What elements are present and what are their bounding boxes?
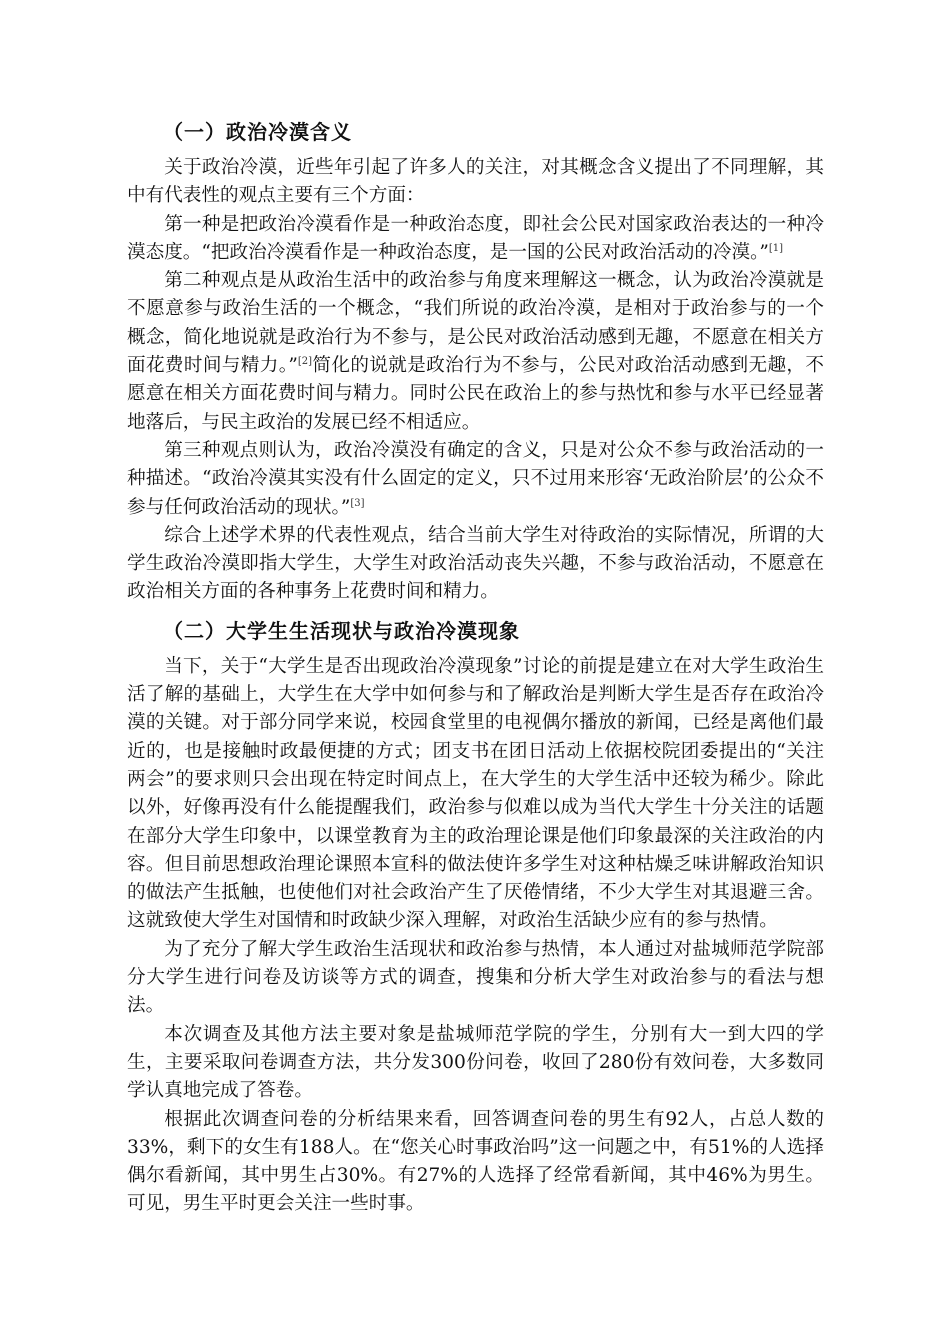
paragraph-text: 本次调查及其他方法主要对象是盐城师范学院的学生，分别有大一到大四的学生，主要采取问卷调查方法，共分发300份问卷，收回了280份有效问卷，大多数同学认真地完成了答卷。 [127, 1023, 824, 1102]
paragraph-text: 综合上述学术界的代表性观点，结合当前大学生对待政治的实际情况，所谓的大学生政治冷漠即指大学生，大学生对政治活动丧失兴趣，不参与政治活动，不愿意在政治相关方面的各种事务上花费时间和精力。 [127, 524, 824, 603]
paragraph [127, 437, 824, 522]
paragraph [127, 211, 824, 268]
paragraph-text: 第二种观点是从政治生活中的政治参与角度来理解这一概念，认为政治冷漠就是不愿意参与政治生活的一个概念，“我们所说的政治冷漠，是相对于政治参与的一个概念，简化地说就是政治行为不参与，是公民对政治活动感到无趣，不愿意在相关方面花费时间与精力。” [127, 270, 824, 377]
paragraph-text: 关于政治冷漠，近些年引起了许多人的关注，对其概念含义提出了不同理解，其中有代表性的观点主要有三个方面： [127, 157, 824, 207]
paragraph-text: 根据此次调查问卷的分析结果来看，回答调查问卷的男生有92人，占总人数的33%，剩下的女生有188人。在“您关心时事政治吗”这一问题之中，有51%的人选择偶尔看新闻，其中男生占30%。有27%的人选择了经常看新闻，其中46%为男生。可见，男生平时更会关注一些时事。 [127, 1108, 824, 1215]
paragraph-text: 为了充分了解大学生政治生活现状和政治参与热情，本人通过对盐城师范学院部分大学生进行问卷及访谈等方式的调查，搜集和分析大学生对政治参与的看法与想法。 [127, 938, 824, 1017]
paragraph-text-continued: 简化的说就是政治行为不参与，公民对政治活动感到无趣，不愿意在相关方面花费时间与精力。同时公民在政治上的参与热忱和参与水平已经显著地落后，与民主政治的发展已经不相适应。 [127, 355, 824, 433]
citation-marker: [3] [350, 497, 365, 509]
paragraph [127, 936, 824, 1021]
paragraph [127, 267, 824, 437]
paragraph-text: 第三种观点则认为，政治冷漠没有确定的含义，只是对公众不参与政治活动的一种描述。“政治冷漠其实没有什么固定的定义，只不过用来形容‘无政治阶层’的公众不参与任何政治活动的现状。” [127, 439, 824, 518]
paragraph-text: 当下，关于“大学生是否出现政治冷漠现象”讨论的前提是建立在对大学生政治生活了解的基础上，大学生在大学中如何参与和了解政治是判断大学生是否存在政治冷漠的关键。对于部分同学来说，校园食堂里的电视偶尔播放的新闻，已经是离他们最近的，也是接触时政最便捷的方式；团支书在团日活动上依据校院团委提出的“关注两会”的要求则只会出现在特定时间点上，在大学生的大学生活中还较为稀少。除此以外，好像再没有什么能提醒我们，政治参与似难以成为当代大学生十分关注的话题在部分大学生印象中，以课堂教育为主的政治理论课是他们印象最深的关注政治的内容。但目前思想政治理论课照本宣科的做法使许多学生对这种枯燥乏味讲解政治知识的做法产生抵触，也使他们对社会政治产生了厌倦情绪，不少大学生对其退避三舍。这就致使大学生对国情和时政缺少深入理解，对政治生活缺少应有的参与热情。 [127, 655, 824, 932]
paragraph [127, 1106, 824, 1219]
paragraph [127, 522, 824, 607]
citation-marker: [1] [768, 242, 784, 254]
paragraph [127, 154, 824, 211]
section-heading-student-life: （二）大学生生活现状与政治冷漠现象 [163, 618, 520, 643]
document-page [127, 118, 824, 1219]
paragraph-text: 第一种是把政治冷漠看作是一种政治态度，即社会公民对国家政治表达的一种冷漠态度。“把政治冷漠看作是一种政治态度，是一国的公民对政治活动的冷漠。” [127, 213, 824, 263]
citation-marker: [2] [297, 355, 313, 367]
section-heading-political-apathy: （一）政治冷漠含义 [163, 120, 352, 144]
paragraph [127, 653, 824, 936]
paragraph [127, 1021, 824, 1106]
